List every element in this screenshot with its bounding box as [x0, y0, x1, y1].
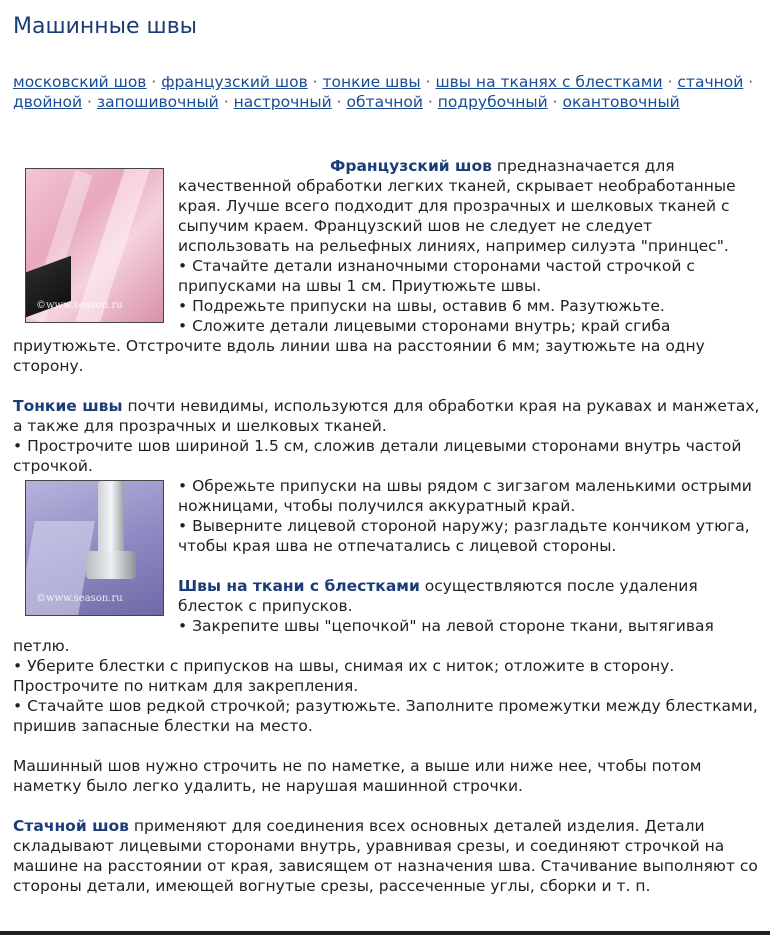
french-seam-step-3: • Сложите детали лицевыми сторонами внутрь; край сгиба приутюжьте. Отстрочите вдоль линии шва на расстоянии 6 мм; заутюжьте на одну сторону. — [13, 317, 705, 375]
nav-separator: · — [748, 73, 754, 91]
french-seam-heading: Французский шов — [330, 157, 492, 175]
nav-separator: · — [667, 73, 673, 91]
sequin-seam-step-1: • Закрепите швы "цепочкой" на левой стороне ткани, вытягивая петлю. — [13, 617, 714, 655]
nav-link-double[interactable]: двойной — [13, 93, 83, 111]
nav-separator: · — [312, 73, 318, 91]
thin-seam-step-2: • Обрежьте припуски на швы рядом с зигзагом маленькими острыми ножницами, чтобы получился аккуратный край. — [178, 477, 752, 515]
nav-link-thin[interactable]: тонкие швы — [322, 73, 421, 91]
nav-link-sequins[interactable]: швы на тканях с блестками — [435, 73, 663, 91]
thin-seam-step-3: • Выверните лицевой стороной наружу; разгладьте кончиком утюга, чтобы края шва не отпечатались с лицевой стороны. — [178, 517, 750, 555]
nav-separator: · — [552, 93, 558, 111]
nav-separator: · — [87, 93, 92, 111]
french-seam-photo — [25, 168, 164, 323]
sequin-seam-step-2: • Уберите блестки с припусков на швы, снимая их с ниток; отложите в сторону. Прострочите по ниткам для закрепления. — [13, 657, 675, 695]
bottom-divider — [0, 931, 770, 935]
nav-link-nastrochny[interactable]: настрочный — [233, 93, 332, 111]
nav-separator: · — [425, 73, 431, 91]
nav-link-zaposhivochny[interactable]: запошивочный — [96, 93, 219, 111]
french-seam-intro: предназначается для качественной обработки легких тканей, скрывает необработанные края. Лучше всего подходит для прозрачных и шелковых тканей с сыпучим краем. Французский шов не следует не следует использовать на рельефных линиях, например силуэта "принцес". — [178, 157, 736, 255]
seam-links-nav — [13, 72, 758, 112]
thin-seam-step-1: • Прострочите шов шириной 1.5 см, сложив детали лицевыми сторонами внутрь частой строчкой. — [13, 437, 742, 475]
photo-watermark: ©www.season.ru — [36, 593, 123, 604]
nav-link-french[interactable]: французский шов — [161, 73, 308, 91]
stachnoy-seam-text: применяют для соединения всех основных деталей изделия. Детали складывают лицевыми сторонами внутрь, уравнивая срезы, и соединяют строчкой на машине на расстоянии от края, зависящем от назначения шва. Стачивание выполняют со стороны детали, имеющей вогнутые срезы, рассеченные углы, сборки и т. п. — [13, 817, 758, 895]
sewing-machine-photo — [25, 480, 164, 616]
sequin-seam-step-3: • Стачайте шов редкой строчкой; разутюжьте. Заполните промежутки между блестками, пришив запасные блестки на место. — [13, 697, 758, 735]
article-body — [13, 156, 763, 896]
nav-link-okantovochny[interactable]: окантовочный — [562, 93, 680, 111]
french-seam-step-2: • Подрежьте припуски на швы, оставив 6 мм. Разутюжьте. — [178, 297, 665, 315]
sequin-seam-intro: осуществляются после удаления блесток с припусков. — [178, 577, 698, 615]
stachnoy-seam-section — [13, 816, 763, 896]
thin-seam-section — [13, 396, 763, 436]
nav-link-obtachnoy[interactable]: обтачной — [346, 93, 423, 111]
nav-separator: · — [336, 93, 342, 111]
thin-seam-intro: почти невидимы, используются для обработки края на рукавах и манжетах, а также для прозрачных и шелковых тканей. — [13, 397, 760, 435]
nav-separator: · — [223, 93, 229, 111]
nav-separator: · — [151, 73, 157, 91]
nav-link-stachnoy[interactable]: стачной — [677, 73, 744, 91]
page-title: Машинные швы — [13, 14, 198, 39]
stachnoy-seam-heading: Стачной шов — [13, 817, 129, 835]
french-seam-step-1: • Стачайте детали изнаночными сторонами частой строчкой с припусками на швы 1 см. Приутюжьте швы. — [178, 257, 695, 295]
sequin-seam-heading: Швы на ткани с блестками — [178, 577, 420, 595]
basting-note: Машинный шов нужно строчить не по наметке, а выше или ниже нее, чтобы потом наметку было легко удалить, не нарушая машинной строчки. — [13, 757, 702, 795]
thin-seam-heading: Тонкие швы — [13, 397, 123, 415]
nav-separator: · — [427, 93, 433, 111]
nav-link-moscow[interactable]: московский шов — [13, 73, 147, 91]
nav-link-podrubochny[interactable]: подрубочный — [437, 93, 548, 111]
photo-watermark: ©www.season.ru — [36, 300, 123, 311]
